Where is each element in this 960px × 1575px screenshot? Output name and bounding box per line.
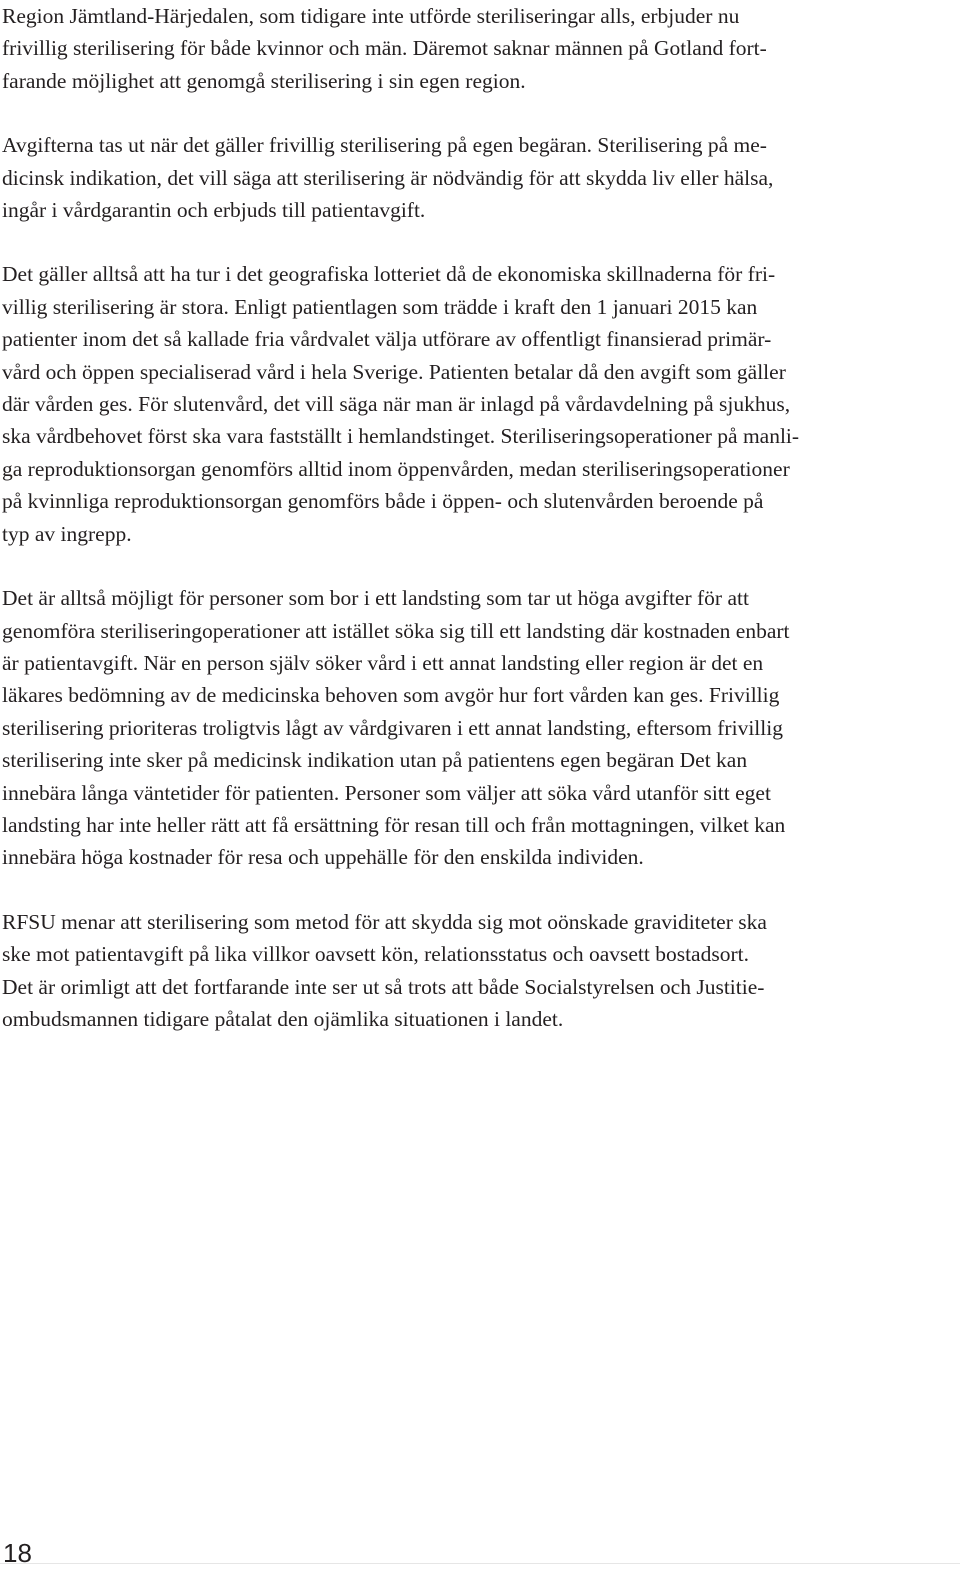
paragraph-spacer — [2, 874, 954, 906]
text-line: vård och öppen specialiserad vård i hela Sverige. Patienten betalar då den avgift som gäller — [2, 359, 786, 384]
text-line: RFSU menar att sterilisering som metod för att skydda sig mot oönskade graviditeter ska — [2, 909, 767, 934]
text-line: Avgifterna tas ut när det gäller frivillig sterilisering på egen begäran. Sterilisering på me- — [2, 133, 767, 158]
text-line: på kvinnliga reproduktionsorgan genomförs både i öppen- och slutenvården beroende på — [2, 489, 764, 514]
text-line: är patientavgift. När en person själv söker vård i ett annat landsting eller region är det en — [2, 650, 764, 675]
text-line: Det gäller alltså att ha tur i det geografiska lotteriet då de ekonomiska skillnaderna för fri- — [2, 262, 776, 287]
page-bottom-rule — [0, 1563, 960, 1564]
text-line: genomföra steriliseringoperationer att istället söka sig till ett landsting där kostnaden enbart — [2, 618, 790, 643]
paragraph-1 — [2, 0, 954, 97]
text-line: sterilisering prioriteras troligtvis lågt av vårdgivaren i ett annat landsting, eftersom frivillig — [2, 715, 783, 740]
text-line: Region Jämtland-Härjedalen, som tidigare inte utförde steriliseringar alls, erbjuder nu — [2, 4, 740, 28]
text-line: innebära höga kostnader för resa och uppehälle för den enskilda individen. — [2, 845, 644, 870]
page-number: 18 — [3, 1538, 32, 1568]
text-line: frivillig sterilisering för både kvinnor och män. Däremot saknar männen på Gotland fort- — [2, 36, 767, 61]
paragraph-5 — [2, 906, 954, 1036]
text-line: ingår i vårdgarantin och erbjuds till patientavgift. — [2, 198, 426, 223]
paragraph-4 — [2, 582, 954, 874]
text-line: typ av ingrepp. — [2, 521, 132, 546]
text-line: ombudsmannen tidigare påtalat den ojämlika situationen i landet. — [2, 1006, 564, 1031]
paragraph-2 — [2, 129, 954, 226]
text-line: landsting har inte heller rätt att få ersättning för resan till och från mottagningen, vilket kan — [2, 812, 786, 837]
text-line: sterilisering inte sker på medicinsk indikation utan på patientens egen begäran Det kan — [2, 748, 748, 773]
text-line: Det är orimligt att det fortfarande inte ser ut så trots att både Socialstyrelsen och Justitie- — [2, 974, 765, 999]
text-line: villig sterilisering är stora. Enligt patientlagen som trädde i kraft den 1 januari 2015 kan — [2, 294, 758, 319]
text-line: dicinsk indikation, det vill säga att sterilisering är nödvändig för att skydda liv eller hälsa, — [2, 165, 774, 190]
paragraph-spacer — [2, 550, 954, 582]
text-line: läkares bedömning av de medicinska behoven som avgör hur fort vården kan ges. Frivillig — [2, 683, 780, 708]
text-line: där vården ges. För slutenvård, det vill säga när man är inlagd på vårdavdelning på sjukhus, — [2, 392, 791, 417]
text-line: ga reproduktionsorgan genomförs alltid inom öppenvården, medan steriliseringsoperationer — [2, 456, 790, 481]
paragraph-spacer — [2, 226, 954, 258]
paragraph-3 — [2, 258, 954, 550]
text-line: ska vårdbehovet först ska vara fastställt i hemlandstinget. Steriliseringsoperationer på manli- — [2, 424, 800, 449]
text-line: farande möjlighet att genomgå sterilisering i sin egen region. — [2, 68, 526, 93]
paragraph-spacer — [2, 97, 954, 129]
body-text — [2, 0, 954, 1035]
text-line: innebära långa väntetider för patienten. Personer som väljer att söka vård utanför sitt eget — [2, 780, 771, 805]
text-line: Det är alltså möjligt för personer som bor i ett landsting som tar ut höga avgifter för att — [2, 586, 749, 611]
text-line: ske mot patientavgift på lika villkor oavsett kön, relationsstatus och oavsett bostadsort. — [2, 942, 749, 967]
text-line: patienter inom det så kallade fria vårdvalet välja utförare av offentligt finansierad primär- — [2, 327, 772, 352]
